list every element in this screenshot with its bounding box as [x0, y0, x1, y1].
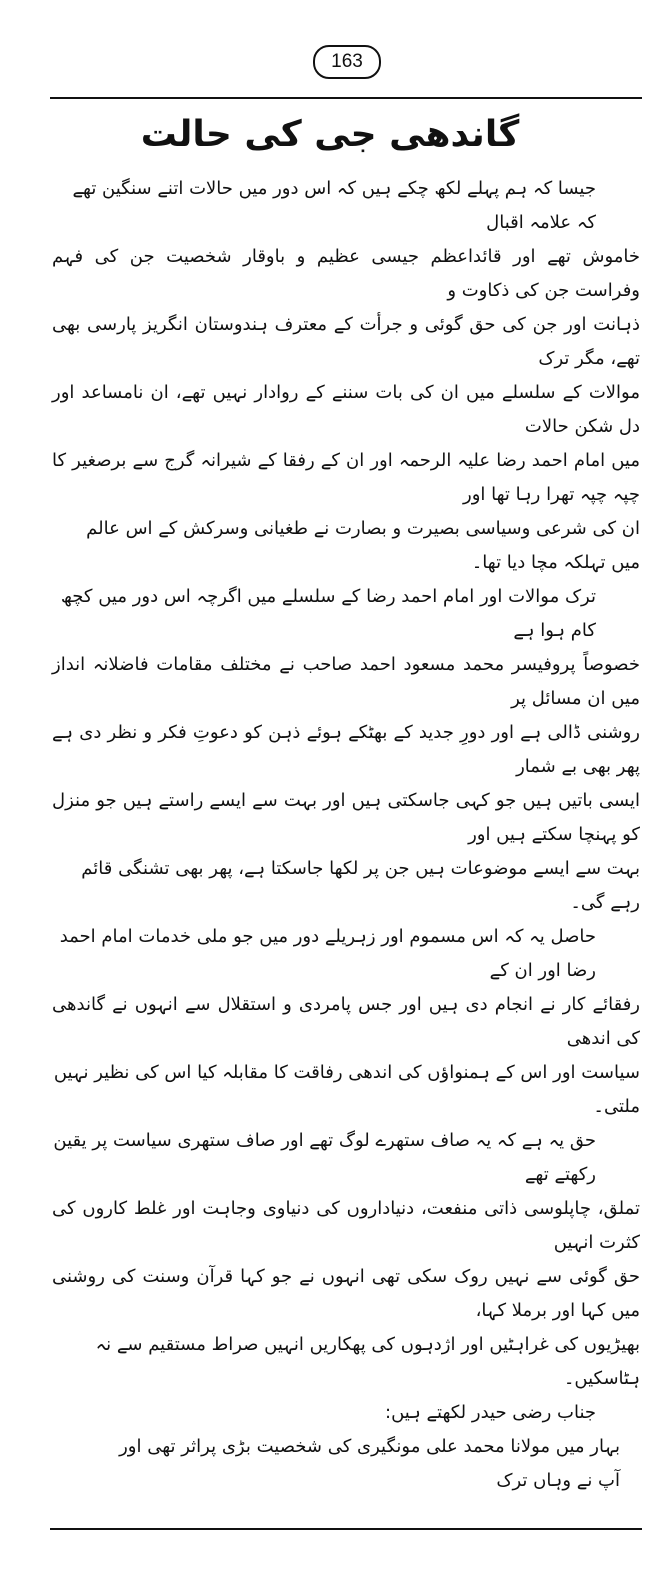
text-line: حاصل یہ کہ اس مسموم اور زہریلے دور میں جو ملی خدمات امام احمد رضا اور ان کے	[59, 926, 596, 981]
quote-intro: جناب رضی حیدر لکھتے ہیں:	[385, 1402, 596, 1423]
text-line: رفقائے کار نے انجام دی ہیں اور جس پامردی و استقلال سے انہوں نے گاندھی کی اندھی	[52, 994, 640, 1049]
page-number: 163	[313, 45, 381, 79]
text-line: ان کی شرعی وسیاسی بصیرت و بصارت نے طغیانی وسرکش کے اس عالم میں تہلکہ مچا دیا تھا۔	[86, 518, 640, 573]
text-line: روشنی ڈالی ہے اور دورِ جدید کے بھٹکے ہوئے ذہن کو دعوتِ فکر و نظر دی ہے پھر بھی بے شمار	[52, 722, 640, 777]
text-line: تملق، چاپلوسی ذاتی منفعت، دنیاداروں کی دنیاوی وجاہت اور غلط کاروں کی کثرت انہیں	[52, 1198, 640, 1253]
page-title: گاندھی جی کی حالت	[140, 114, 520, 155]
bottom-rule	[50, 1528, 642, 1530]
text-line: جیسا کہ ہم پہلے لکھ چکے ہیں کہ اس دور میں حالات اتنے سنگین تھے کہ علامہ اقبال	[72, 178, 596, 233]
text-line: خصوصاً پروفیسر محمد مسعود احمد صاحب نے مختلف مقامات فاضلانہ انداز میں ان مسائل پر	[52, 654, 640, 709]
text-line: سیاست اور اس کے ہمنواؤں کی اندھی رفاقت کا مقابلہ کیا اس کی نظیر نہیں ملتی۔	[53, 1062, 640, 1117]
block-quote-line: بہار میں مولانا محمد علی مونگیری کی شخصیت بڑی پراثر تھی اور آپ نے وہاں ترک	[119, 1436, 620, 1491]
text-line: خاموش تھے اور قائداعظم جیسی عظیم و باوقار شخصیت جن کی فہم وفراست جن کی ذکاوت و	[52, 246, 640, 301]
top-rule	[50, 97, 642, 99]
text-line: حق یہ ہے کہ یہ صاف ستھرے لوگ تھے اور صاف ستھری سیاست پر یقین رکھتے تھے	[53, 1130, 596, 1185]
text-line: بہت سے ایسے موضوعات ہیں جن پر لکھا جاسکتا ہے، پھر بھی تشنگی قائم رہے گی۔	[81, 858, 640, 913]
text-line: موالات کے سلسلے میں ان کی بات سننے کے روادار نہیں تھے، ان نامساعد اور دل شکن حالات	[52, 382, 640, 437]
text-line: ذہانت اور جن کی حق گوئی و جرأت کے معترف ہندوستان انگریز پارسی بھی تھے، مگر ترک	[52, 314, 640, 369]
text-line: ترک موالات اور امام احمد رضا کے سلسلے میں اگرچہ اس دور میں کچھ کام ہوا ہے	[60, 586, 596, 641]
body-text	[52, 172, 640, 1498]
text-line: بھیڑیوں کی غراہٹیں اور اژدہوں کی پھکاریں انہیں صراط مستقیم سے نہ ہٹاسکیں۔	[95, 1334, 640, 1389]
page-header	[0, 0, 660, 100]
text-line: حق گوئی سے نہیں روک سکی تھی انہوں نے جو کہا قرآن وسنت کی روشنی میں کہا اور برملا کہا،	[52, 1266, 640, 1321]
text-line: ایسی باتیں ہیں جو کہی جاسکتی ہیں اور بہت سے ایسے راستے ہیں جو منزل کو پہنچا سکتے ہیں اور	[52, 790, 640, 845]
text-line: میں امام احمد رضا علیہ الرحمہ اور ان کے رفقا کے شیرانہ گرج سے برصغیر کا چپہ چپہ تھرا رہا تھا اور	[52, 450, 640, 505]
page-footer	[0, 1498, 660, 1570]
